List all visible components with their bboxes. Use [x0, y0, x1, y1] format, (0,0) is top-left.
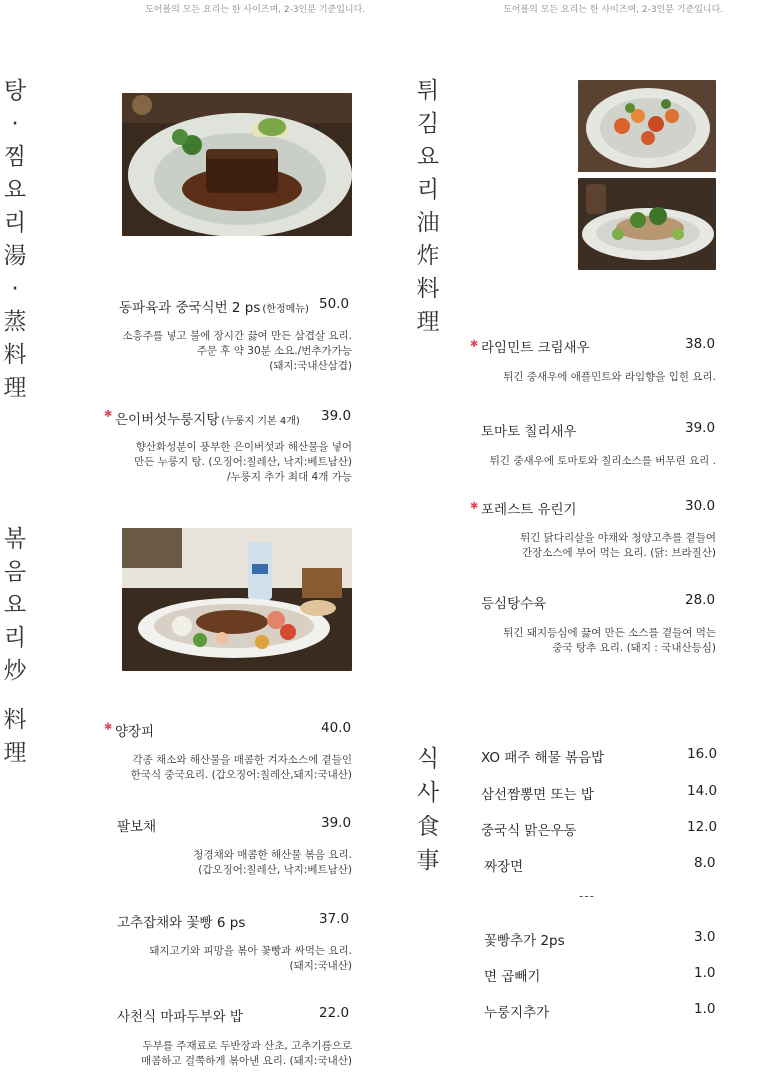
item-description-dongpa: 소흥주를 넣고 불에 장시간 끓여 만든 삼겹살 요리. 주문 후 약 30분 소요./번추가가능 (돼지:국내산삼겹) — [122, 330, 352, 372]
item-price: 3.0 — [694, 929, 716, 945]
menu-item-lime — [481, 336, 716, 354]
menu-item-kkotbbang — [484, 929, 716, 947]
item-description-palbo: 청경채와 매콤한 해산물 볶음 요리. (갑오징어:칠레산, 낙지:베트남산) — [193, 849, 352, 876]
item-price: 1.0 — [694, 965, 716, 981]
menu-item-yangjang — [115, 720, 352, 738]
item-name: 팔보채 — [117, 819, 157, 835]
menu-item-tangsu — [481, 592, 716, 610]
section-title-stirfry: 볶 음 요 리 炒 料 理 — [3, 526, 27, 766]
menu-item-jjajang — [484, 855, 716, 873]
item-description-yangjang: 각종 채소와 해산물을 매콤한 겨자소스에 곁들인 한국식 중국요리. (갑오징어:칠레산,돼지:국내산) — [130, 754, 352, 781]
item-name: 면 곱빼기 — [484, 969, 541, 985]
item-price: 22.0 — [319, 1005, 350, 1021]
menu-item-tomato — [481, 420, 716, 438]
section-title-meal: 식 사 食 事 — [416, 746, 440, 874]
menu-item-nurungji — [115, 408, 352, 426]
header-note-left: 도어볼의 모든 요리는 한 사이즈며, 2-3인분 기준입니다. — [145, 5, 366, 15]
item-name: 은이버섯누룽지탕 — [115, 412, 220, 428]
menu-item-xo — [481, 746, 716, 764]
section-divider: --- — [579, 889, 595, 903]
menu-item-nurungji-add — [484, 1001, 716, 1019]
menu-item-myeon — [484, 965, 716, 983]
lime-shrimp-photo — [578, 80, 716, 172]
item-price: 39.0 — [321, 815, 352, 831]
star-icon: ✱ — [104, 722, 113, 733]
item-price: 40.0 — [321, 720, 352, 736]
item-price: 39.0 — [321, 408, 352, 424]
item-name: 짜장면 — [484, 859, 524, 875]
item-name: 꽃빵추가 2ps — [484, 933, 565, 949]
item-price: 12.0 — [687, 819, 718, 835]
item-name: XO 패주 해물 볶음밥 — [481, 750, 605, 766]
item-name: 동파육과 중국식번 2 ps — [119, 300, 261, 316]
item-name: 고추잡채와 꽃빵 6 ps — [117, 915, 246, 931]
header-note-right: 도어볼의 모든 요리는 한 사이즈며, 2-3인분 기준입니다. — [503, 5, 724, 15]
item-description-nurungji: 향산화성분이 풍부한 은이버섯과 해산물을 넣어 만든 누룽지 탕. (오징어:칠레산, 낙지:베트남산) /누룽지 추가 최대 4개 가능 — [134, 441, 352, 483]
section-title-soup: 탕 · 찜 요 리 湯 · 蒸 料 理 — [3, 78, 27, 401]
item-price: 39.0 — [685, 420, 716, 436]
item-name: 삼선짬뽕면 또는 밥 — [481, 787, 594, 803]
item-description-mapa: 두부를 주재료로 두반장과 산초, 고추기름으로 매콤하고 걸쭉하게 볶아낸 요리. (돼지:국내산) — [141, 1040, 352, 1067]
item-price: 1.0 — [694, 1001, 716, 1017]
item-name: 양장피 — [115, 724, 155, 740]
item-description-tangsu: 튀긴 돼지등심에 끓여 만든 소스를 곁들여 먹는 중국 탕추 요리. (돼지 : 국내산등심) — [503, 627, 716, 654]
menu-item-palbo — [117, 815, 352, 833]
menu-item-mapa — [117, 1005, 352, 1023]
item-price: 30.0 — [685, 498, 716, 514]
item-price: 14.0 — [687, 783, 718, 799]
item-name: 라임민트 크림새우 — [481, 340, 590, 356]
item-price: 16.0 — [687, 746, 718, 762]
item-sub: (한정메뉴) — [262, 304, 309, 315]
item-description-gochu: 돼지고기와 피망을 볶아 꽃빵과 싸먹는 요리. (돼지:국내산) — [149, 945, 352, 972]
item-name: 중국식 맑은우동 — [481, 823, 577, 839]
item-description-tomato: 튀긴 중새우에 토마토와 칠리소스를 버무린 요리 . — [489, 455, 716, 467]
item-sub: (누룽지 기본 4개) — [221, 416, 300, 427]
star-icon: ✱ — [104, 409, 113, 420]
menu-item-samseon — [481, 783, 716, 801]
dongpa-photo — [122, 93, 352, 236]
item-name: 토마토 칠리새우 — [481, 424, 577, 440]
yuringi-photo — [578, 178, 716, 270]
item-description-forest: 튀긴 닭다리살을 야채와 청양고추를 곁들여 간장소스에 부어 먹는 요리. (닭: 브라질산) — [520, 532, 716, 559]
item-name: 포레스트 유린기 — [481, 502, 577, 518]
item-price: 50.0 — [319, 296, 350, 312]
star-icon: ✱ — [470, 501, 479, 512]
item-name: 사천식 마파두부와 밥 — [117, 1009, 243, 1025]
item-price: 28.0 — [685, 592, 716, 608]
yangjang-photo — [122, 528, 352, 671]
star-icon: ✱ — [470, 339, 479, 350]
item-name: 등심탕수육 — [481, 596, 547, 612]
item-name: 누룽지추가 — [484, 1005, 550, 1021]
section-title-fried: 튀 김 요 리 油 炸 料 理 — [416, 78, 440, 335]
item-price: 8.0 — [694, 855, 716, 871]
menu-item-udong — [481, 819, 716, 837]
item-description-lime: 튀긴 중새우에 애플민트와 라임향을 입힌 요리. — [503, 371, 716, 383]
menu-item-forest — [481, 498, 716, 516]
menu-item-gochu — [117, 911, 352, 929]
item-price: 38.0 — [685, 336, 716, 352]
menu-item-dongpa — [119, 296, 352, 314]
item-price: 37.0 — [319, 911, 350, 927]
